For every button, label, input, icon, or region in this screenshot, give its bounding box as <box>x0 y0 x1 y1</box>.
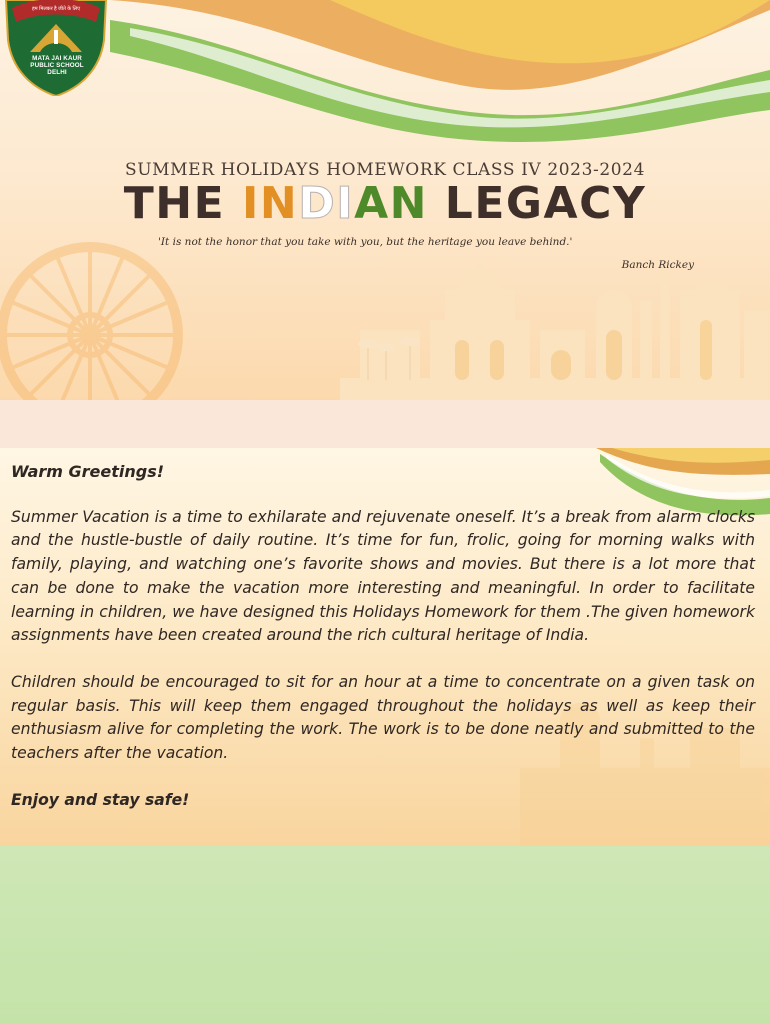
title-part-in: IN <box>241 178 299 229</box>
letter-paragraph-1: Summer Vacation is a time to exhilarate and rejuvenate oneself. It’s a break from alarm clocks and the hustle-bustle of daily routine. It’s time for fun, frolic, going for morning walks with family, playing, and watching one’s favorite shows and movies. But there is a lot more that can be done to make the vacation more interesting and meaningful. In order to facilitate learning in children, we have designed this Holidays Homework for them .The given homework assignments have been created around the rich cultural heritage of India. <box>11 507 755 645</box>
letter-body <box>11 460 755 812</box>
section-divider <box>0 400 770 448</box>
greeting-letter <box>0 448 770 846</box>
header-banner <box>0 0 770 400</box>
heritage-quote: 'It is not the honor that you take with you, but the heritage you leave behind.' <box>158 236 573 248</box>
page-footer-background <box>0 846 770 1024</box>
title-part-legacy: LEGACY <box>427 178 647 229</box>
logo-school-name: MATA JAI KAUR PUBLIC SCHOOL DELHI <box>30 55 84 77</box>
letter-paragraph-2: Children should be encouraged to sit for an hour at a time to concentrate on a given task on regular basis. This will keep them engaged throughout the holidays as well as keep their enthusiasm alive for completing the work. The work is to be done neatly and submitted to the teachers after the vacation. <box>11 672 755 763</box>
title-part-di: DI <box>298 178 355 229</box>
homework-subtitle: SUMMER HOLIDAYS HOMEWORK CLASS IV 2023-2024 <box>125 160 645 180</box>
page-title <box>0 178 770 229</box>
quote-author: Banch Rickey <box>621 259 694 271</box>
letter-signoff: Enjoy and stay safe! <box>11 790 190 809</box>
title-part-the: THE <box>123 178 242 229</box>
school-crest-icon <box>0 0 112 96</box>
logo-motto: हम मिलकर है जीते के लिए <box>32 6 80 12</box>
title-part-an: AN <box>354 178 428 229</box>
letter-greeting: Warm Greetings! <box>11 462 165 481</box>
school-logo <box>0 0 112 96</box>
